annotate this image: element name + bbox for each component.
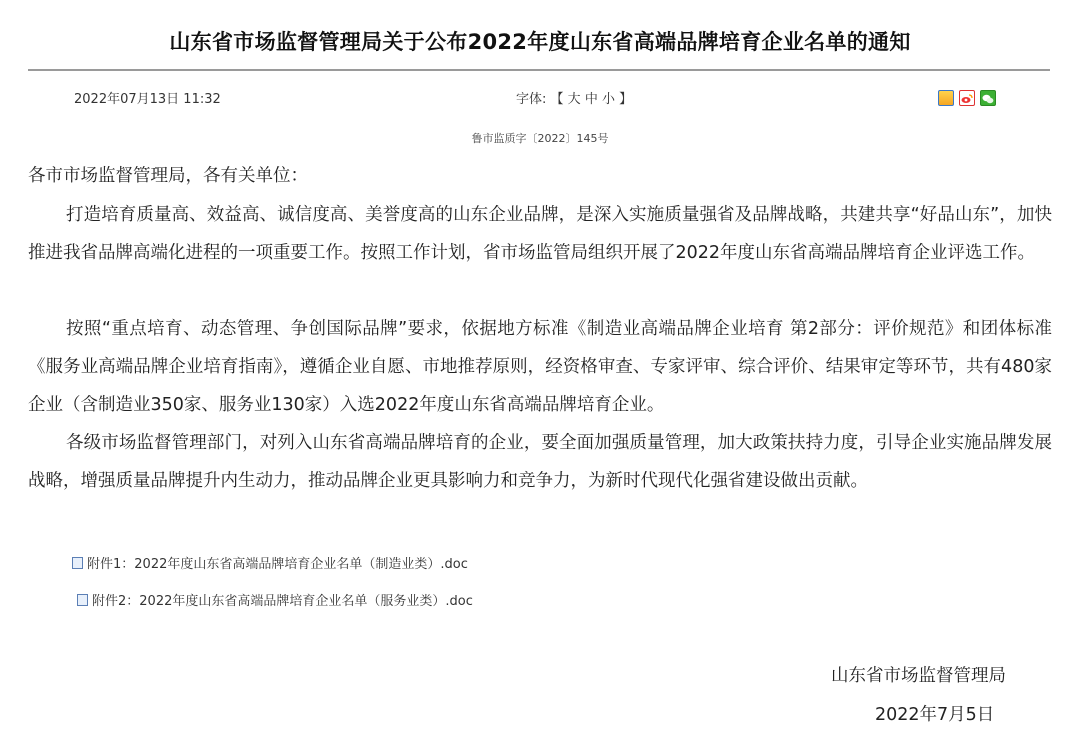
font-bracket-open: 【 — [550, 92, 564, 107]
font-size-control — [516, 88, 632, 107]
document-number: 鲁市监质字〔2022〕145号 — [471, 132, 609, 145]
issuer-signature: 山东省市场监督管理局 — [831, 666, 1006, 686]
weibo-icon[interactable] — [959, 90, 975, 106]
font-large-button[interactable]: 大 — [567, 92, 581, 107]
attachment-label: 附件2：2022年度山东省高端品牌培育企业名单（服务业类）.doc — [92, 594, 473, 609]
share-bar — [938, 90, 996, 106]
attachment-link-2[interactable] — [77, 590, 473, 609]
font-bracket-close: 】 — [619, 92, 633, 107]
body-paragraph-2: 按照“重点培育、动态管理、争创国际品牌”要求，依据地方标准《制造业高端品牌企业培育 第2部分：评价规范》和团体标准《服务业高端品牌企业培育指南》，遵循企业自愿、市地推荐原则，经资格审查、专家评审、综合评价、结果审定等环节，共有480家企业（含制造业350家、服务业130家）入选2022年度山东省高端品牌培育企业。 — [28, 319, 1052, 415]
body-paragraph-3: 各级市场监督管理部门，对列入山东省高端品牌培育的企业，要全面加强质量管理，加大政策扶持力度，引导企业实施品牌发展战略，增强质量品牌提升内生动力，推动品牌企业更具影响力和竞争力，为新时代现代化强省建设做出贡献。 — [28, 433, 1052, 491]
attachment-label: 附件1：2022年度山东省高端品牌培育企业名单（制造业类）.doc — [87, 557, 468, 572]
wechat-icon[interactable] — [980, 90, 996, 106]
page-title: 山东省市场监督管理局关于公布2022年度山东省高端品牌培育企业名单的通知 — [169, 30, 911, 54]
qzone-icon[interactable] — [938, 90, 954, 106]
body-paragraph-1: 打造培育质量高、效益高、诚信度高、美誉度高的山东企业品牌，是深入实施质量强省及品牌战略，共建共享“好品山东”，加快推进我省品牌高端化进程的一项重要工作。按照工作计划，省市场监管局组织开展了2022年度山东省高端品牌培育企业评选工作。 — [28, 205, 1052, 263]
font-size-label: 字体: — [516, 92, 551, 107]
font-medium-button[interactable]: 中 — [584, 92, 598, 107]
attachment-link-1[interactable] — [72, 553, 468, 572]
doc-file-icon — [77, 594, 88, 606]
publish-date: 2022年07月13日 11:32 — [74, 92, 221, 107]
title-divider — [28, 69, 1050, 71]
issue-date: 2022年7月5日 — [875, 705, 995, 725]
font-small-button[interactable]: 小 — [601, 92, 615, 107]
doc-file-icon — [72, 557, 83, 569]
salutation: 各市市场监督管理局，各有关单位： — [28, 166, 308, 186]
